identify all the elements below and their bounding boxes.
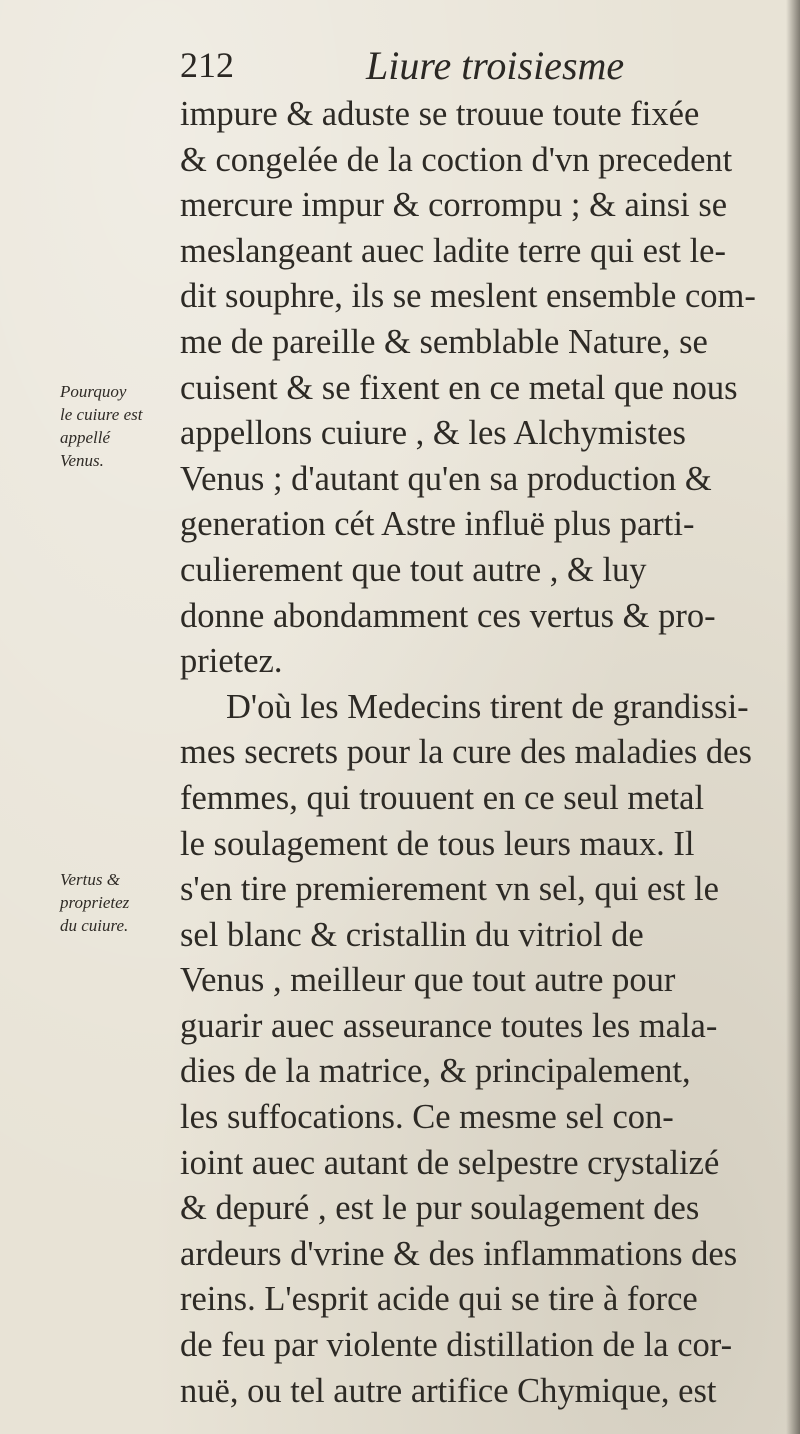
text-line: le soulagement de tous leurs maux. Il	[180, 824, 695, 863]
text-line: donne abondamment ces vertus & pro-	[180, 596, 716, 635]
margin-note-line: le cuiure est	[60, 405, 143, 424]
margin-note-line: du cuiure.	[60, 916, 129, 935]
text-line: femmes, qui trouuent en ce seul metal	[180, 778, 705, 817]
text-line: mes secrets pour la cure des maladies des	[180, 733, 752, 772]
text-line: mercure impur & corrompu ; & ainsi se	[180, 186, 728, 225]
text-line: Venus , meilleur que tout autre pour	[180, 961, 676, 1000]
page-number: 212	[180, 45, 234, 85]
text-line: dies de la matrice, & principalement,	[180, 1052, 691, 1091]
text-line: meslangeant auec ladite terre qui est le-	[180, 231, 726, 270]
body-text	[180, 92, 790, 1414]
text-line: culierement que tout autre , & luy	[180, 550, 647, 589]
text-line: reins. L'esprit acide qui se tire à force	[180, 1280, 698, 1319]
text-line: sel blanc & cristallin du vitriol de	[180, 915, 644, 954]
margin-note-line: proprietez	[60, 893, 130, 912]
text-line: s'en tire premierement vn sel, qui est le	[180, 870, 719, 909]
margin-note-line: appellé	[60, 428, 111, 447]
text-line: ardeurs d'vrine & des inflammations des	[180, 1234, 738, 1273]
margin-note-vertus	[60, 868, 178, 937]
margin-note-line: Vertus &	[60, 870, 120, 889]
text-line: dit souphre, ils se meslent ensemble com-	[180, 277, 756, 316]
running-title: Liure troisiesme	[366, 43, 625, 88]
text-line: generation cét Astre influë plus parti-	[180, 505, 695, 544]
text-line: les suffocations. Ce mesme sel con-	[180, 1098, 674, 1137]
margin-note-line: Pourquoy	[60, 382, 127, 401]
text-line: de feu par violente distillation de la cor-	[180, 1326, 733, 1365]
text-line: nuë, ou tel autre artifice Chymique, est	[180, 1371, 717, 1410]
margin-note-pourquoy	[60, 380, 178, 472]
text-line: & congelée de la coction d'vn precedent	[180, 140, 733, 179]
text-line: ioint auec autant de selpestre crystalizé	[180, 1143, 720, 1182]
page-header	[180, 42, 780, 92]
text-line: & depuré , est le pur soulagement des	[180, 1189, 700, 1228]
text-line: Venus ; d'autant qu'en sa production &	[180, 459, 712, 498]
text-line: appellons cuiure , & les Alchymistes	[180, 414, 686, 453]
text-line: cuisent & se fixent en ce metal que nous	[180, 368, 738, 407]
text-line: impure & aduste se trouue toute fixée	[180, 95, 700, 133]
margin-note-line: Venus.	[60, 451, 104, 470]
text-line: prietez.	[180, 642, 283, 681]
paragraph-start-line: D'où les Medecins tirent de grandissi-	[226, 687, 749, 726]
text-line: guarir auec asseurance toutes les mala-	[180, 1006, 718, 1045]
text-line: me de pareille & semblable Nature, se	[180, 322, 708, 361]
